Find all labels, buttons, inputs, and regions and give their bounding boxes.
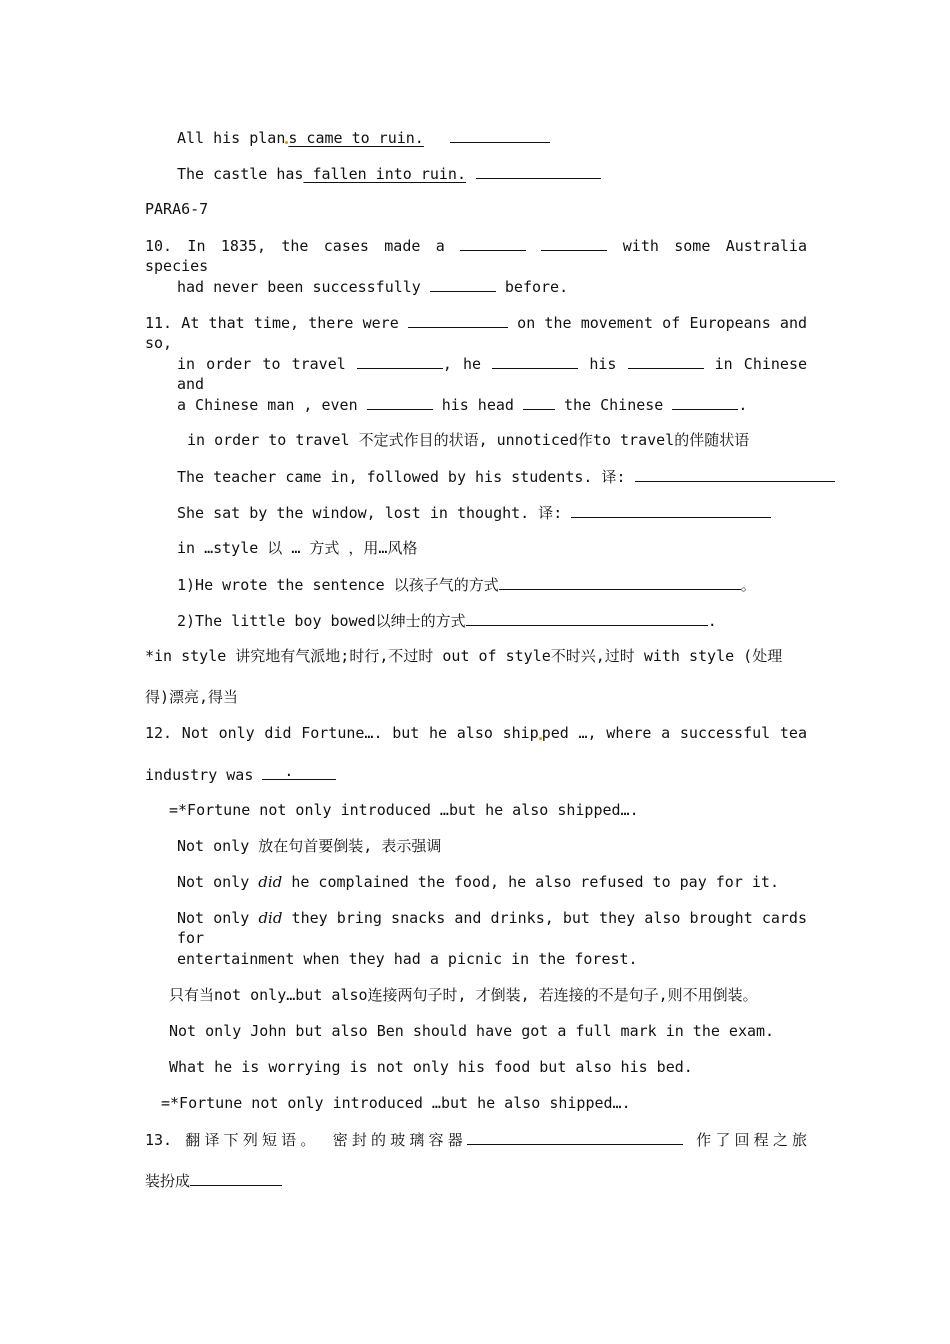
rule-example-2-cont: entertainment when they had a picnic in the forest.	[177, 950, 638, 968]
rule-example-2: Not only did they bring snacks and drinks, but they also brought cards for	[177, 909, 807, 947]
blank[interactable]	[408, 312, 508, 328]
q13-line-2: 装扮成	[145, 1170, 282, 1191]
rule-example-1: Not only did he complained the food, he also refused to pay for it.	[177, 873, 779, 891]
blank[interactable]	[672, 394, 738, 410]
blank[interactable]	[450, 127, 550, 143]
note-style-ex2: 2)The little boy bowed以绅士的方式 .	[177, 612, 717, 630]
q11-line-3: a Chinese man , even his head the Chinese .	[177, 396, 748, 414]
blank[interactable]	[476, 163, 601, 179]
rule-inversion: Not only 放在句首要倒装, 表示强调	[177, 837, 442, 855]
note-translate-2: She sat by the window, lost in thought. 译:	[177, 502, 771, 523]
blank[interactable]	[190, 1170, 282, 1186]
rule-example-4: What he is worrying is not only his food but also his bed.	[169, 1058, 693, 1076]
q11-line-2: in order to travel , he his in Chinese and	[177, 355, 808, 393]
rule-example-3: Not only John but also Ben should have got a full mark in the exam.	[169, 1022, 775, 1040]
para-heading: PARA6-7	[145, 200, 209, 218]
blank[interactable]	[571, 502, 771, 518]
note-in-style-2: 得)漂亮,得当	[145, 688, 239, 706]
q10-line-1: 10. In 1835, the cases made a with some Australia species	[145, 237, 807, 275]
rule-condition: 只有当not only…but also连接两句子时, 才倒装, 若连接的不是句子,则不用倒装。	[169, 986, 758, 1004]
blank[interactable]	[460, 235, 526, 251]
blank[interactable]	[467, 1129, 683, 1145]
line-ruin-1: All his plan s came to ruin.	[177, 127, 550, 148]
q12-line-1: 12. Not only did Fortune…. but he also ship ped …, where a successful tea	[145, 724, 807, 742]
q12-line-2: industry was .	[145, 764, 336, 785]
q10-line-2: had never been successfully before.	[177, 278, 569, 296]
blank[interactable]: .	[262, 764, 336, 780]
blank[interactable]	[466, 610, 708, 626]
note-style-ex1: 1)He wrote the sentence 以孩子气的方式 。	[177, 576, 756, 594]
rule-rewrite-1: =*Fortune not only introduced …but he also shipped….	[169, 801, 639, 819]
q13-line-1: 13. 翻译下列短语。 密封的玻璃容器 作了回程之旅	[145, 1131, 808, 1149]
note-purpose: in order to travel 不定式作目的状语, unnoticed作to travel的伴随状语	[187, 431, 750, 449]
note-translate-1: The teacher came in, followed by his students. 译:	[177, 466, 835, 487]
line-ruin-2: The castle has fallen into ruin.	[177, 163, 601, 184]
blank[interactable]	[523, 394, 555, 410]
blank[interactable]	[492, 353, 578, 369]
note-style: in …style 以 … 方式 ，用…风格	[177, 539, 418, 557]
blank[interactable]	[541, 235, 607, 251]
blank[interactable]	[430, 276, 496, 292]
rule-rewrite-2: =*Fortune not only introduced …but he also shipped….	[161, 1094, 631, 1112]
blank[interactable]	[628, 353, 704, 369]
blank[interactable]	[499, 574, 741, 590]
blank[interactable]	[367, 394, 433, 410]
blank[interactable]	[635, 466, 835, 482]
note-in-style-1: *in style 讲究地有气派地;时行,不过时 out of style不时兴,过时 with style (处理	[145, 647, 783, 665]
q11-line-1: 11. At that time, there were on the movement of Europeans and so,	[145, 314, 808, 352]
blank[interactable]	[357, 353, 443, 369]
